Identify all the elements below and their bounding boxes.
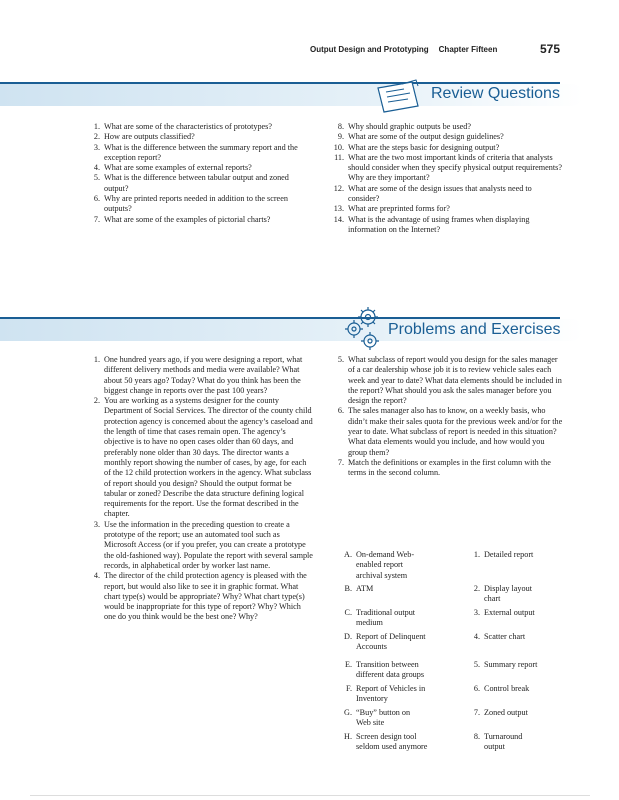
running-header xyxy=(0,44,619,60)
definition-text: “Buy” button on xyxy=(356,708,411,717)
definition-text: Report of Delinquent xyxy=(356,632,426,641)
list-item xyxy=(88,122,313,132)
item-number: 4. xyxy=(93,163,100,173)
definition-text: enabled report xyxy=(356,560,404,570)
term-text: output xyxy=(484,742,505,752)
problems-right-list xyxy=(332,355,564,479)
list-item xyxy=(332,355,564,406)
term-number: 8. xyxy=(473,732,480,741)
item-number: 13. xyxy=(333,204,344,214)
item-number: 6. xyxy=(93,194,100,204)
list-item xyxy=(88,132,313,142)
list-item xyxy=(88,194,313,215)
definition-text: medium xyxy=(356,618,383,628)
list-item xyxy=(332,132,562,142)
term-text: Display layout xyxy=(484,584,532,593)
term-number: 6. xyxy=(473,684,480,693)
item-number: 5. xyxy=(337,355,344,364)
definition-text: seldom used anymore xyxy=(356,742,428,752)
list-item xyxy=(332,143,562,153)
page-bottom-rule xyxy=(30,795,590,796)
definition-text: Report of Vehicles in xyxy=(356,684,426,693)
item-number: 2. xyxy=(93,396,100,406)
item-text: How are outputs classified? xyxy=(104,132,195,142)
item-text: One hundred years ago, if you were designing a report, what different delivery methods and media were available? What about 50 years ago? Today? What do you think has been the biggest change in reports over the past 100 years? xyxy=(104,355,303,395)
list-item xyxy=(88,163,313,173)
item-text: What is the difference between the summary report and the exception report? xyxy=(104,142,298,162)
item-number: 10. xyxy=(333,142,344,152)
review-left-column xyxy=(88,122,313,225)
term-text: Detailed report xyxy=(484,550,534,559)
list-item xyxy=(332,215,562,236)
item-text: What are the steps basic for designing output? xyxy=(348,142,500,152)
list-item xyxy=(88,396,313,520)
item-text: Use the information in the preceding question to create a prototype of the report; use an automated tool such as Microsoft Access (or if you prefer, you can create a prototype the old-fashioned way). Populate the report with several sample records, in alphabetical order by worker last name. xyxy=(104,519,313,570)
problems-right-column xyxy=(332,355,564,479)
item-text: Why are printed reports needed in addition to the screen outputs? xyxy=(104,194,288,214)
problems-title: Problems and Exercises xyxy=(388,321,561,338)
definition-letter: E. xyxy=(344,660,352,669)
item-number: 2. xyxy=(93,132,100,142)
item-number: 4. xyxy=(93,571,100,581)
item-number: 3. xyxy=(93,519,100,529)
list-item xyxy=(332,458,564,479)
term-number: 5. xyxy=(473,660,480,669)
item-text: What are preprinted forms for? xyxy=(348,204,450,214)
list-item xyxy=(332,153,562,184)
item-number: 6. xyxy=(337,406,344,416)
term-text: Turnaround xyxy=(484,732,523,741)
notepad-icon xyxy=(372,78,424,114)
item-text: What are some of the characteristics of prototypes? xyxy=(104,122,272,131)
list-item xyxy=(88,520,313,571)
definition-text: ATM xyxy=(356,584,374,593)
list-item xyxy=(88,571,313,622)
page-number: 575 xyxy=(540,42,561,56)
term-text: Control break xyxy=(484,684,530,693)
definition-letter: H. xyxy=(344,732,352,741)
definition-letter: A. xyxy=(344,550,352,559)
list-item xyxy=(332,184,562,205)
item-number: 3. xyxy=(93,142,100,152)
term-number: 3. xyxy=(473,608,480,617)
definition-letter: D. xyxy=(344,632,352,641)
item-number: 1. xyxy=(93,122,100,131)
item-text: What is the difference between tabular output and zoned output? xyxy=(104,173,289,193)
definition-letter: F. xyxy=(346,684,352,693)
item-number: 7. xyxy=(93,214,100,224)
definition-letter: G. xyxy=(344,708,352,717)
term-number: 4. xyxy=(473,632,480,641)
matching-exercise xyxy=(340,550,580,750)
definition-text: archival system xyxy=(356,570,408,580)
item-number: 7. xyxy=(337,457,344,467)
item-number: 9. xyxy=(337,132,344,142)
item-text: You are working as a systems designer for the county Department of Social Services. The director of the county child protection agency is concerned about the agency’s caseload and the length of time that cases remain open. The agency’s objective is to have no open cases older than 60 days, and preferably none older than 30 days. The director wants a monthly report showing the number of cases, by age, for each of the 12 child protection workers in the agency. What subclass of report should you design? Should the output format be tabular or zoned? Describe the data structure defining logical requirements for the report. Use the format described in the chapter. xyxy=(104,396,313,519)
list-item xyxy=(332,204,562,214)
definition-text: Screen design tool xyxy=(356,732,417,741)
review-right-list xyxy=(332,122,562,235)
item-number: 14. xyxy=(333,214,344,224)
definition-letter: C. xyxy=(344,608,352,617)
term-text: chart xyxy=(484,594,501,604)
review-title: Review Questions xyxy=(431,85,560,102)
definition-text: Inventory xyxy=(356,694,388,704)
item-number: 12. xyxy=(333,183,344,193)
chapter-label: Chapter Fifteen xyxy=(438,45,498,54)
list-item xyxy=(88,173,313,194)
list-item xyxy=(88,355,313,396)
item-text: Why should graphic outputs be used? xyxy=(348,122,472,131)
problems-left-list xyxy=(88,355,313,623)
item-text: What subclass of report would you design for the sales manager of a car dealership whose job it is to review vehicle sales each week and year to date? What data elements should be included in the report? What should you ask the sales manager before you design the report? xyxy=(348,355,562,406)
item-text: What are the two most important kinds of criteria that analysts should consider when they specify physical output requirements? Why are they important? xyxy=(348,152,562,183)
list-item xyxy=(332,406,564,457)
problems-banner xyxy=(0,305,619,353)
term-number: 7. xyxy=(473,708,480,717)
definition-text: Traditional output xyxy=(356,608,416,617)
list-item xyxy=(332,122,562,132)
item-text: The director of the child protection agency is pleased with the report, but would also like to see it in graphic format. What chart type(s) would be appropriate? Why? What chart type(s) would be inappropriate for this type of report? Why? Which one do you think would be the best one? Why? xyxy=(104,571,307,622)
item-text: What are some of the output design guidelines? xyxy=(348,132,504,142)
review-banner xyxy=(0,76,619,116)
definition-text: Web site xyxy=(356,718,385,728)
list-item xyxy=(88,215,313,225)
definition-letter: B. xyxy=(344,584,352,593)
definition-text: different data groups xyxy=(356,670,425,680)
list-item xyxy=(88,143,313,164)
item-text: What are some of the design issues that analysts need to consider? xyxy=(348,183,532,204)
problems-left-column xyxy=(88,355,313,623)
term-number: 1. xyxy=(473,550,480,559)
gears-icon xyxy=(338,305,388,351)
definition-text: Accounts xyxy=(356,642,387,652)
item-text: What are some examples of external reports? xyxy=(104,163,252,173)
review-left-list xyxy=(88,122,313,225)
term-number: 2. xyxy=(473,584,480,593)
review-right-column xyxy=(332,122,562,235)
term-text: External output xyxy=(484,608,535,617)
item-number: 11. xyxy=(334,152,344,162)
item-text: Match the definitions or examples in the first column with the terms in the second column. xyxy=(348,457,551,478)
item-text: What are some of the examples of pictorial charts? xyxy=(104,214,271,224)
item-number: 8. xyxy=(337,122,344,131)
item-text: The sales manager also has to know, on a weekly basis, who didn’t make their sales quota for the previous week and/or for the year to date. What subclass of report is needed in this situation? What data elements would you include, and how would you group them? xyxy=(348,406,563,457)
item-number: 1. xyxy=(93,355,100,364)
item-text: What is the advantage of using frames when displaying information on the Internet? xyxy=(348,214,530,234)
definition-text: On-demand Web- xyxy=(356,550,415,559)
term-text: Zoned output xyxy=(484,708,528,717)
term-text: Summary report xyxy=(484,660,538,669)
item-number: 5. xyxy=(93,173,100,183)
running-title xyxy=(310,45,497,54)
definition-text: Transition between xyxy=(356,660,419,669)
book-section-title: Output Design and Prototyping xyxy=(310,45,429,54)
term-text: Scatter chart xyxy=(484,632,526,641)
